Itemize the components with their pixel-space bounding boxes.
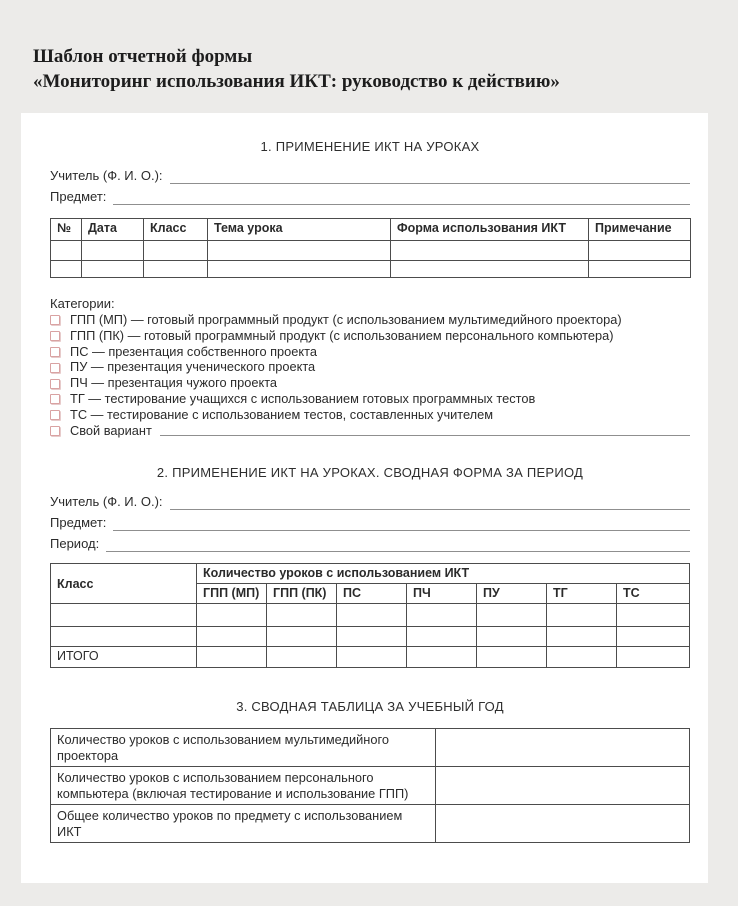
empty-cell[interactable] bbox=[391, 241, 589, 261]
empty-cell[interactable] bbox=[267, 627, 337, 647]
empty-cell[interactable] bbox=[51, 627, 197, 647]
document-title-line-2: «Мониторинг использования ИКТ: руководство к действию» bbox=[33, 71, 560, 92]
period-summary-empty-row bbox=[51, 627, 690, 647]
period-summary-empty-row bbox=[51, 604, 690, 627]
lessons-table-header-class: Класс bbox=[144, 219, 208, 241]
lessons-table-empty-row bbox=[51, 241, 691, 261]
empty-cell[interactable] bbox=[547, 627, 617, 647]
lessons-table-header-note: Примечание bbox=[589, 219, 691, 241]
empty-cell[interactable] bbox=[197, 627, 267, 647]
category-checkbox[interactable] bbox=[50, 426, 60, 436]
period-field bbox=[50, 531, 690, 552]
empty-cell[interactable] bbox=[82, 261, 144, 278]
year-summary-value-cell[interactable] bbox=[436, 805, 690, 843]
category-item-custom bbox=[50, 422, 690, 438]
empty-cell[interactable] bbox=[337, 627, 407, 647]
subject-field bbox=[50, 184, 690, 205]
sub-column-header-gpp-pk: ГПП (ПК) bbox=[267, 584, 337, 604]
teacher-name-fill-line[interactable] bbox=[170, 169, 690, 184]
period-summary-total-row bbox=[51, 647, 690, 668]
year-summary-row-label: Общее количество уроков по предмету с использованием ИКТ bbox=[51, 805, 436, 843]
category-item-gpp-pk bbox=[50, 327, 690, 343]
section-1-fields bbox=[50, 163, 690, 205]
empty-cell[interactable] bbox=[617, 627, 690, 647]
year-summary-row-label: Количество уроков с использованием персонального компьютера (включая тестирование и использование ГПП) bbox=[51, 767, 436, 805]
category-item-tg bbox=[50, 390, 690, 406]
lessons-table bbox=[50, 218, 691, 278]
category-item-label: ПУ — презентация ученического проекта bbox=[70, 359, 316, 375]
category-item-pch bbox=[50, 377, 690, 390]
sub-column-header-pch: ПЧ bbox=[407, 584, 477, 604]
teacher-name-label: Учитель (Ф. И. О.): bbox=[50, 494, 163, 510]
empty-cell[interactable] bbox=[267, 604, 337, 627]
category-item-label: ПС — презентация собственного проекта bbox=[70, 343, 317, 359]
teacher-name-field-2 bbox=[50, 489, 690, 510]
empty-cell[interactable] bbox=[477, 647, 547, 668]
lessons-table-header-topic: Тема урока bbox=[208, 219, 391, 241]
empty-cell[interactable] bbox=[337, 647, 407, 668]
period-summary-table bbox=[50, 563, 690, 668]
empty-cell[interactable] bbox=[589, 261, 691, 278]
empty-cell[interactable] bbox=[407, 604, 477, 627]
empty-cell[interactable] bbox=[337, 604, 407, 627]
year-summary-row bbox=[51, 805, 690, 843]
section-1-heading: 1. ПРИМЕНЕНИЕ ИКТ НА УРОКАХ bbox=[260, 139, 480, 154]
year-summary-row bbox=[51, 767, 690, 805]
class-column-header: Класс bbox=[51, 564, 197, 604]
year-summary-table bbox=[50, 728, 690, 843]
category-checkbox[interactable] bbox=[50, 331, 60, 341]
empty-cell[interactable] bbox=[547, 604, 617, 627]
sub-column-header-pu: ПУ bbox=[477, 584, 547, 604]
lessons-table-header-ict-form: Форма использования ИКТ bbox=[391, 219, 589, 241]
empty-cell[interactable] bbox=[407, 647, 477, 668]
subject-fill-line[interactable] bbox=[113, 516, 690, 531]
category-item-label: ПЧ — презентация чужого проекта bbox=[70, 375, 278, 391]
category-item-label: ГПП (ПК) — готовый программный продукт (с использованием персонального компьютера) bbox=[70, 327, 614, 343]
lessons-table-empty-row bbox=[51, 261, 691, 278]
custom-option-label: Свой вариант bbox=[70, 422, 152, 438]
category-checkbox[interactable] bbox=[50, 394, 60, 404]
sub-column-header-tg: ТГ bbox=[547, 584, 617, 604]
category-checkbox[interactable] bbox=[50, 315, 60, 325]
teacher-name-field bbox=[50, 163, 690, 184]
year-summary-row bbox=[51, 729, 690, 767]
subject-label: Предмет: bbox=[50, 189, 107, 204]
category-checkbox[interactable] bbox=[50, 363, 60, 373]
empty-cell[interactable] bbox=[51, 261, 82, 278]
period-fill-line[interactable] bbox=[106, 537, 690, 552]
period-label: Период: bbox=[50, 536, 100, 552]
subject-label: Предмет: bbox=[50, 515, 107, 531]
empty-cell[interactable] bbox=[477, 627, 547, 647]
category-checkbox[interactable] bbox=[50, 347, 60, 357]
category-item-ps bbox=[50, 343, 690, 359]
category-item-gpp-mp bbox=[50, 314, 690, 327]
lessons-table-header-number: № bbox=[51, 219, 82, 241]
empty-cell[interactable] bbox=[391, 261, 589, 278]
section-2-fields bbox=[50, 489, 690, 552]
empty-cell[interactable] bbox=[51, 241, 82, 261]
teacher-name-fill-line[interactable] bbox=[170, 495, 690, 510]
sub-column-header-ts: ТС bbox=[617, 584, 690, 604]
empty-cell[interactable] bbox=[197, 604, 267, 627]
empty-cell[interactable] bbox=[144, 241, 208, 261]
form-page-card bbox=[21, 113, 708, 883]
empty-cell[interactable] bbox=[267, 647, 337, 668]
empty-cell[interactable] bbox=[617, 647, 690, 668]
empty-cell[interactable] bbox=[208, 241, 391, 261]
category-item-label: ГПП (МП) — готовый программный продукт (с использованием мультимедийного проектора) bbox=[70, 312, 622, 327]
subject-field-2 bbox=[50, 510, 690, 531]
section-2-heading: 2. ПРИМЕНЕНИЕ ИКТ НА УРОКАХ. СВОДНАЯ ФОРМА ЗА ПЕРИОД bbox=[156, 465, 584, 481]
empty-cell[interactable] bbox=[82, 241, 144, 261]
category-item-ts bbox=[50, 406, 690, 422]
empty-cell[interactable] bbox=[407, 627, 477, 647]
empty-cell[interactable] bbox=[144, 261, 208, 278]
lessons-table-header-date: Дата bbox=[82, 219, 144, 241]
category-checkbox[interactable] bbox=[50, 379, 60, 389]
ict-usage-group-header: Количество уроков с использованием ИКТ bbox=[197, 564, 690, 584]
section-3-heading: 3. СВОДНАЯ ТАБЛИЦА ЗА УЧЕБНЫЙ ГОД bbox=[236, 699, 504, 715]
empty-cell[interactable] bbox=[477, 604, 547, 627]
categories-list bbox=[50, 314, 690, 437]
category-item-label: ТГ — тестирование учащихся с использованием готовых программных тестов bbox=[70, 390, 536, 406]
subject-fill-line[interactable] bbox=[113, 190, 690, 205]
year-summary-row-label: Количество уроков с использованием мультимедийного проектора bbox=[51, 729, 436, 767]
sub-column-header-gpp-mp: ГПП (МП) bbox=[197, 584, 267, 604]
empty-cell[interactable] bbox=[51, 604, 197, 627]
year-summary-value-cell[interactable] bbox=[436, 729, 690, 767]
category-item-label: ТС — тестирование с использованием тестов, составленных учителем bbox=[70, 406, 494, 422]
category-checkbox[interactable] bbox=[50, 410, 60, 420]
empty-cell[interactable] bbox=[547, 647, 617, 668]
category-item-pu bbox=[50, 361, 690, 374]
empty-cell[interactable] bbox=[208, 261, 391, 278]
teacher-name-label: Учитель (Ф. И. О.): bbox=[50, 168, 163, 183]
document-title bbox=[33, 44, 705, 94]
empty-cell[interactable] bbox=[197, 647, 267, 668]
year-summary-value-cell[interactable] bbox=[436, 767, 690, 805]
empty-cell[interactable] bbox=[617, 604, 690, 627]
custom-option-fill-line[interactable] bbox=[160, 425, 690, 436]
document-title-line-1: Шаблон отчетной формы bbox=[33, 46, 253, 67]
sub-column-header-ps: ПС bbox=[337, 584, 407, 604]
empty-cell[interactable] bbox=[589, 241, 691, 261]
categories-label: Категории: bbox=[50, 296, 115, 311]
total-row-label: ИТОГО bbox=[51, 647, 197, 668]
